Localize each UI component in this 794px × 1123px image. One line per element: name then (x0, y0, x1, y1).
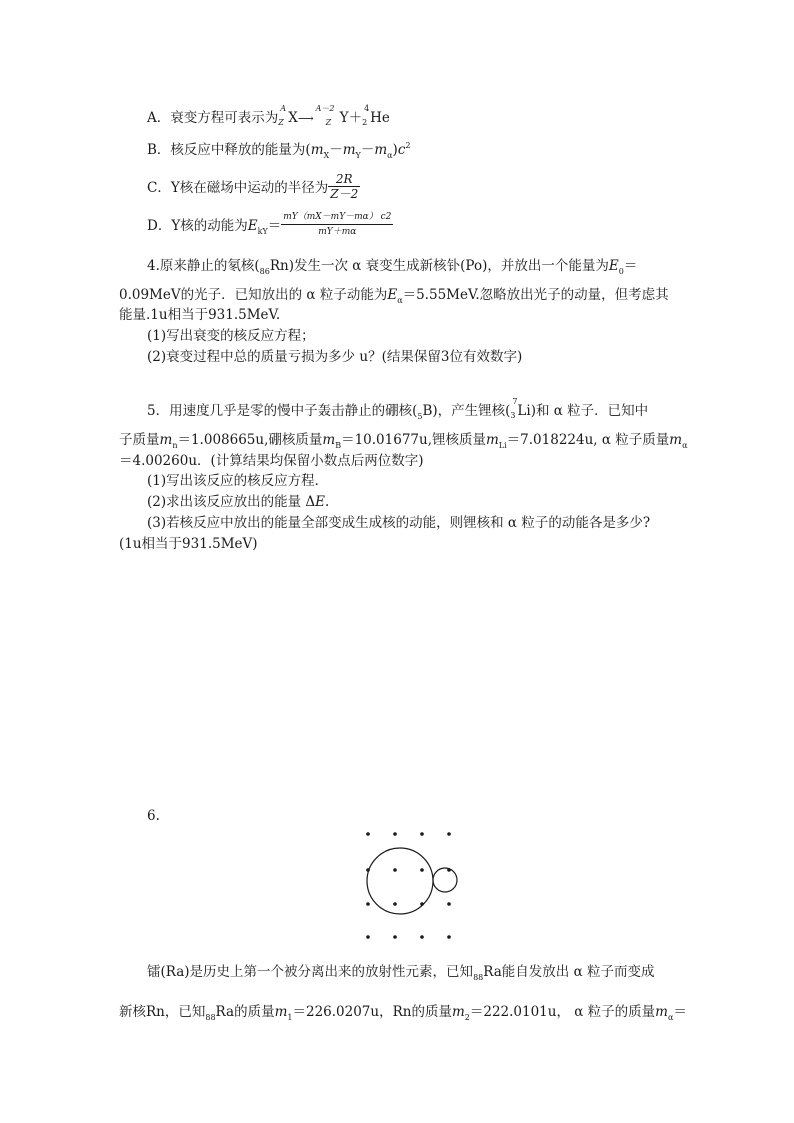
option-d (147, 212, 393, 241)
field-dot (393, 868, 397, 872)
magnetic-field-diagram (362, 826, 462, 944)
fraction-denominator: mY＋mα (281, 224, 393, 239)
y-mass-number: A－2 (315, 104, 335, 113)
option-c-label: C．Y核在磁场中运动的半径为 (147, 180, 329, 196)
li-mass-number: 7 (512, 397, 518, 406)
fraction-denominator: Z－2 (330, 187, 359, 201)
he-atomic-number: 2 (362, 118, 368, 127)
li-nuclide-indices (510, 397, 518, 420)
q4-line-3: 能量.1u相当于931.5MeV. (119, 307, 281, 323)
q4-text: 4.原来静止的氡核( (147, 258, 260, 274)
paren-open: ( (305, 142, 311, 158)
magnetic-field-dots (366, 832, 451, 939)
q4-text: 0.09MeV的光子．已知放出的 α 粒子动能为 (119, 287, 388, 303)
q5-text: 5．用速度几乎是零的慢中子轰击静止的硼核( (147, 403, 418, 419)
kinetic-energy-symbol: E (247, 218, 258, 234)
boron-mass-symbol: m (322, 432, 336, 448)
q5-text: B)，产生锂核( (422, 403, 511, 419)
q6-line-1 (147, 964, 654, 982)
mass-x-sub: X (323, 151, 330, 160)
photon-energy-symbol: E (608, 258, 619, 274)
he-symbol: He (370, 110, 390, 126)
lithium-mass-symbol: m (485, 432, 499, 448)
q5-subquestion-3-continued: (1u相当于931.5MeV) (119, 536, 258, 552)
mass-alpha: m (374, 142, 388, 158)
speed-of-light: c (397, 142, 406, 158)
q5-line-3: ＝4.00260u．(计算结果均保留小数点后两位数字) (119, 453, 424, 469)
fraction-numerator: 2R (335, 172, 353, 186)
field-dot (420, 935, 424, 939)
field-dot (447, 832, 451, 836)
q5-line-1 (147, 397, 649, 421)
alpha-mass-sub: α (667, 1013, 674, 1022)
boron-mass-sub: B (335, 441, 342, 450)
x-atomic-number: Z (278, 118, 284, 127)
he-nuclide-indices (362, 104, 370, 127)
kinetic-energy-sub: kY (257, 227, 268, 236)
y-symbol: Y＋ (339, 110, 363, 126)
field-dot (393, 902, 397, 906)
he-mass-number: 4 (364, 104, 370, 113)
q5-text: ＝10.01677u,锂核质量 (341, 432, 486, 448)
field-dot (420, 868, 424, 872)
q5-line-2 (119, 432, 688, 450)
neutron-mass-sub: n (172, 441, 178, 450)
radon-atomic-number: 86 (259, 267, 270, 276)
q5-text: 子质量 (119, 432, 160, 448)
neutron-mass-symbol: m (159, 432, 173, 448)
speed-of-light-exponent: 2 (405, 141, 411, 150)
q6-text: Ra能自发放出 α 粒子而变成 (483, 964, 655, 980)
small-track-circle (433, 868, 457, 892)
y-atomic-number: Z (325, 118, 332, 127)
radium-atomic-number: 88 (473, 973, 484, 982)
q4-line-1 (147, 258, 637, 276)
photon-energy-sub: 0 (618, 267, 624, 276)
option-c (147, 174, 360, 203)
radium-mass-symbol: m (274, 1004, 288, 1020)
minus: － (360, 142, 375, 158)
radon-mass-symbol: m (451, 1004, 465, 1020)
li-atomic-number: 3 (510, 411, 516, 420)
option-b (147, 142, 410, 160)
mass-y-sub: Y (355, 151, 361, 160)
equals: ＝ (623, 258, 638, 274)
x-symbol: X (288, 110, 298, 126)
field-dot (366, 935, 370, 939)
field-dot (420, 832, 424, 836)
q6-number: 6. (147, 808, 160, 824)
large-track-circle (367, 848, 433, 914)
q5-subquestion-3: (3)若核反应中放出的能量全部变成生成核的动能，则锂核和 α 粒子的动能各是多少? (147, 515, 651, 531)
q6-text: ＝222.0101u， α 粒子的质量 (469, 1004, 656, 1020)
x-nuclide-indices (278, 104, 288, 127)
q5-text: Li)和 α 粒子．已知中 (517, 403, 649, 419)
option-d-label: D．Y核的动能为 (147, 218, 248, 234)
field-dot (393, 832, 397, 836)
energy-symbol: E (315, 494, 326, 510)
alpha-energy-sub: α (397, 296, 403, 305)
q6-text: 镭(Ra)是历史上第一个被分离出来的放射性元素，已知 (147, 964, 474, 980)
reaction-arrow: ⟶ (297, 112, 314, 125)
alpha-mass-symbol: m (669, 432, 683, 448)
q5-text: (2)求出该反应放出的能量 Δ (147, 494, 316, 510)
x-mass-number: A (280, 104, 287, 113)
q6-text: Ra的质量 (215, 1004, 275, 1020)
option-a-label: A．衰变方程可表示为 (147, 110, 279, 126)
field-dot (447, 935, 451, 939)
field-dot (366, 832, 370, 836)
field-dot (447, 902, 451, 906)
q6-text: 新核Rn，已知 (119, 1004, 206, 1020)
q6-line-2 (119, 1004, 687, 1022)
lithium-mass-sub: Li (498, 441, 507, 450)
q4-subquestion-1: (1)写出衰变的核反应方程； (147, 328, 315, 344)
minus: － (329, 142, 343, 158)
mass-alpha-sub: α (387, 151, 393, 160)
radium-atomic-number: 88 (205, 1013, 216, 1022)
q4-line-2 (119, 287, 669, 305)
mass-y: m (342, 142, 356, 158)
alpha-energy-symbol: E (387, 287, 398, 303)
alpha-mass-symbol: m (655, 1004, 668, 1020)
q5-text: ＝7.018224u, α 粒子质量 (506, 432, 670, 448)
q4-text: ＝5.55MeV.忽略放出光子的动量，但考虑其 (402, 287, 669, 303)
alpha-mass-sub: α (682, 441, 688, 450)
equals: ＝ (267, 218, 282, 234)
q4-text: Rn)发生一次 α 衰变生成新核钋(Po)，并放出一个能量为 (269, 258, 609, 274)
paren-close: ) (392, 142, 398, 158)
y-nuclide-indices (314, 104, 340, 127)
field-dot (393, 935, 397, 939)
mass-x: m (310, 142, 324, 158)
q5-text: ＝1.008665u,硼核质量 (177, 432, 323, 448)
q4-subquestion-2: (2)衰变过程中总的质量亏损为多少 u？(结果保留3位有效数字) (147, 349, 523, 365)
radium-mass-sub: 1 (287, 1013, 293, 1022)
field-dot (366, 902, 370, 906)
q5-subquestion-2 (147, 494, 329, 510)
radon-mass-sub: 2 (464, 1013, 470, 1022)
radius-fraction (328, 172, 360, 201)
q6-text: ＝226.0207u，Rn的质量 (292, 1004, 452, 1020)
fraction-numerator: mY（mX－mY－mα） c2 (283, 212, 392, 222)
boron-atomic-number: 5 (417, 412, 423, 421)
kinetic-energy-fraction (281, 210, 393, 239)
option-b-label: B．核反应中释放的能量为 (147, 142, 306, 158)
option-a (147, 104, 390, 127)
q5-subquestion-1: (1)写出该反应的核反应方程． (147, 473, 329, 489)
equals: ＝ (673, 1004, 687, 1020)
q5-text: . (325, 494, 330, 510)
